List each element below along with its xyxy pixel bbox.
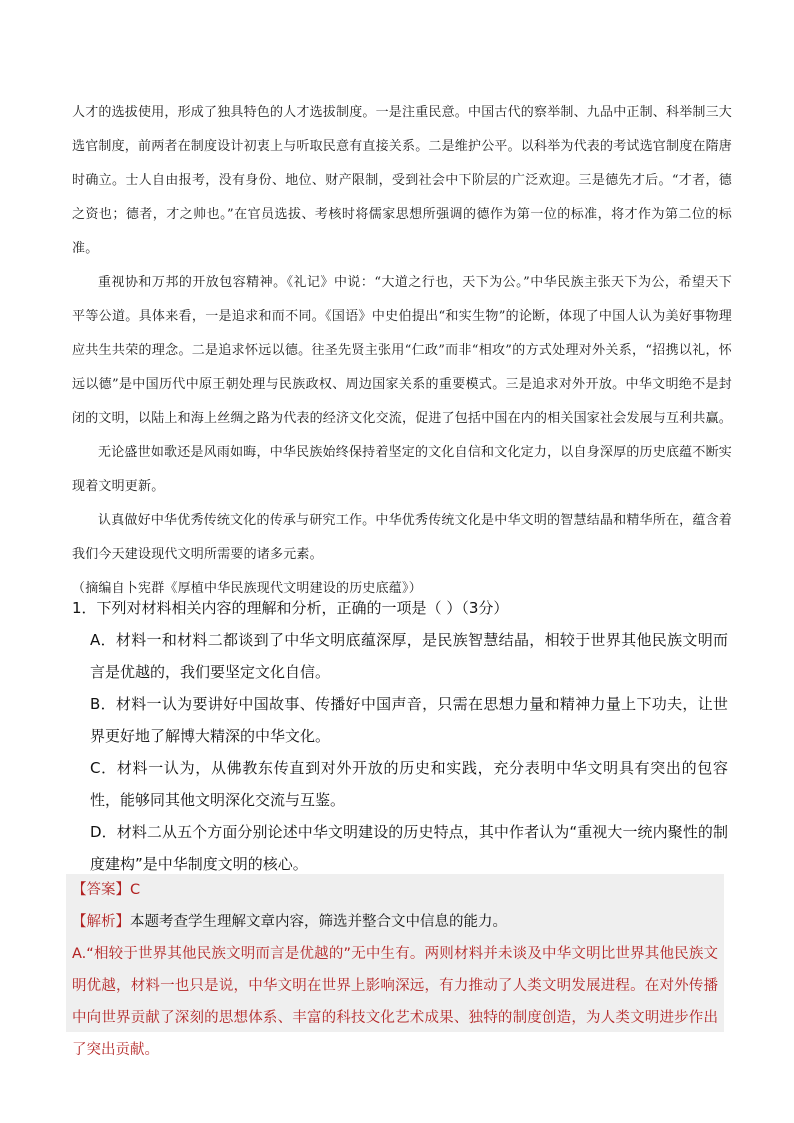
- analysis-line: [72, 906, 718, 938]
- answer-section: [66, 874, 724, 1058]
- answer-line: [72, 874, 718, 906]
- question-stem: 1．下列对材料相关内容的理解和分析，正确的一项是（ ）（3分）: [72, 599, 509, 617]
- option-c: C．材料一认为，从佛教东传直到对外开放的历史和实践，充分表明中华文明具有突出的包容性，能够同其他文明深化交流与互鉴。: [90, 759, 728, 809]
- passage-paragraph: 认真做好中华优秀传统文化的传承与研究工作。中华优秀传统文化是中华文明的智慧结晶和精华所在，蕴含着我们今天建设现代文明所需要的诸多元素。: [72, 513, 732, 562]
- passage-paragraph: 重视协和万邦的开放包容精神。《礼记》中说：“大道之行也，天下为公。”中华民族主张天下为公，希望天下平等公道。具体来看，一是追求和而不同。《国语》中史伯提出“和实生物”的论断，体现了中国人认为美好事物理应共生共荣的理念。二是追求怀远以德。往圣先贤主张用“仁政”而非“相攻”的方式处理对外关系，“招携以礼，怀远以德”是中国历代中原王朝处理与民族政权、周边国家关系的重要模式。三是追求对外开放。中华文明绝不是封闭的文明，以陆上和海上丝绸之路为代表的经济文化交流，促进了包括中国在内的相关国家社会发展与互利共赢。: [72, 275, 733, 426]
- reading-passage: [72, 96, 732, 606]
- passage-paragraph: 无论盛世如歌还是风雨如晦，中华民族始终保持着坚定的文化自信和文化定力，以自身深厚的历史底蕴不断实现着文明更新。: [72, 445, 732, 494]
- option-a: A．材料一和材料二都谈到了中华文明底蕴深厚，是民族智慧结晶，相较于世界其他民族文明而言是优越的，我们要坚定文化自信。: [90, 631, 728, 681]
- passage-paragraph: 人才的选拔使用，形成了独具特色的人才选拔制度。一是注重民意。中国古代的察举制、九品中正制、科举制三大选官制度，前两者在制度设计初衷上与听取民意有直接关系。二是维护公平。以科举为代表的考试选官制度在隋唐时确立。士人自由报考，没有身份、地位、财产限制，受到社会中下阶层的广泛欢迎。三是德先才后。“才者，德之资也；德者，才之帅也。”在官员选拔、考核时将儒家思想所强调的德作为第一位的标准，将才作为第二位的标准。: [72, 105, 733, 256]
- option-d: D．材料二从五个方面分别论述中华文明建设的历史特点，其中作者认为“重视大一统内聚性的制度建构”是中华制度文明的核心。: [90, 823, 728, 873]
- option-b: B．材料一认为要讲好中国故事、传播好中国声音，只需在思想力量和精神力量上下功夫，让世界更好地了解博大精深的中华文化。: [90, 695, 728, 745]
- explanation-text: A.“相较于世界其他民族文明而言是优越的”无中生有。两则材料并未谈及中华文明比世界其他民族文明优越，材料一也只是说，中华文明在世界上影响深远，有力推动了人类文明发展进程。在对外传播中向世界贡献了深刻的思想体系、丰富的科技文化艺术成果、独特的制度创造，为人类文明进步作出了突出贡献。: [72, 946, 718, 1058]
- question-block: [72, 592, 728, 880]
- answer-value: C: [130, 882, 141, 898]
- source-citation: （摘编自卜宪群《厚植中华民族现代文明建设的历史底蕴》）: [72, 581, 422, 596]
- answer-tag: 【答案】: [72, 882, 130, 898]
- analysis-tag: 【解析】: [72, 914, 130, 930]
- analysis-value: 本题考查学生理解文章内容，筛选并整合文中信息的能力。: [130, 914, 507, 930]
